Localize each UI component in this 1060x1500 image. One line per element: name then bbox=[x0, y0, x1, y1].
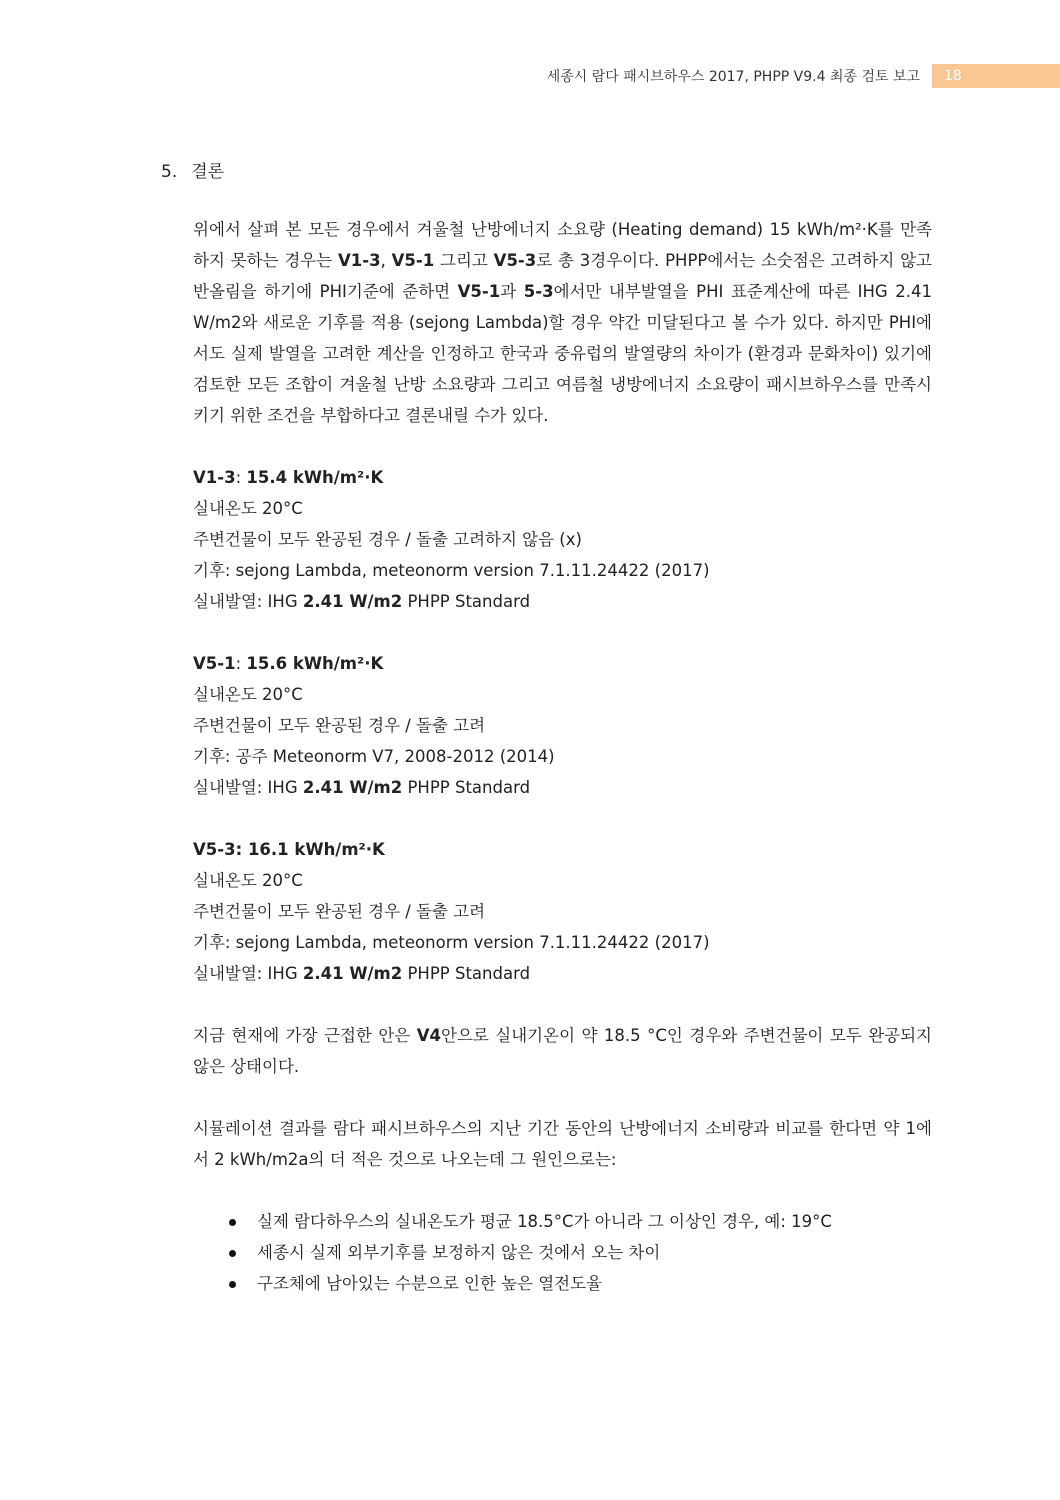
ihg-suffix: PHPP Standard bbox=[402, 778, 531, 797]
case-climate: 기후: sejong Lambda, meteonorm version 7.1.11.24422 (2017) bbox=[193, 933, 710, 952]
case-heading bbox=[193, 834, 932, 865]
case-block-v1-3 bbox=[193, 462, 932, 617]
case-buildings: 주변건물이 모두 완공된 경우 / 돌출 고려하지 않음 (x) bbox=[193, 530, 582, 549]
case-block-v5-3 bbox=[193, 834, 932, 989]
list-item: 구조체에 남아있는 수분으로 인한 높은 열전도율 bbox=[226, 1268, 932, 1299]
case-sep: : bbox=[235, 840, 248, 859]
ihg-prefix: 실내발열: IHG bbox=[193, 964, 303, 983]
ihg-value: 2.41 W/m2 bbox=[302, 592, 403, 611]
page-number: 18 bbox=[932, 64, 1060, 88]
intro-case: 5-3 bbox=[523, 282, 554, 301]
case-value: 16.1 kWh/m²·K bbox=[247, 840, 385, 859]
section-number: 5. bbox=[161, 162, 178, 182]
section-title: 결론 bbox=[191, 162, 225, 182]
intro-case: V5-3 bbox=[493, 251, 537, 270]
intro-text: , bbox=[380, 251, 392, 270]
intro-text: 과 bbox=[500, 282, 524, 301]
case-climate: 기후: 공주 Meteonorm V7, 2008-2012 (2014) bbox=[193, 747, 555, 766]
case-ihg bbox=[193, 772, 932, 803]
current-state-paragraph bbox=[193, 1020, 932, 1082]
case-id: V5-1 bbox=[193, 654, 236, 673]
intro-text: 로 총 3경우이다. PHPP에서는 소숫점은 고려하지 않고 반올림을 하기에 PHI기준에 준하면 bbox=[193, 251, 932, 301]
case-block-v5-1 bbox=[193, 648, 932, 803]
current-text: 지금 현재에 가장 근접한 안은 bbox=[193, 1026, 417, 1045]
current-text: 안으로 실내기온이 약 18.5 °C인 경우와 주변건물이 모두 완공되지 않은 상태이다. bbox=[193, 1026, 932, 1076]
intro-paragraph bbox=[193, 214, 932, 431]
ihg-suffix: PHPP Standard bbox=[402, 592, 531, 611]
intro-text: 에서만 내부발열을 PHI 표준계산에 따른 IHG 2.41 W/m2와 새로운 기후를 적용 (sejong Lambda)할 경우 약간 미달된다고 볼 수가 있다. 하지만 PHI에서도 실제 발열을 고려한 계산을 인정하고 한국과 중유럽의 발열량의 차이가 (환경과 문화차이) 있기에 검토한 모든 조합이 겨울철 난방 소요량과 그리고 여름철 냉방에너지 소요량이 패시브하우스를 만족시키기 위한 조건을 부합하다고 결론내릴 수가 있다. bbox=[193, 282, 932, 425]
case-sep: : bbox=[235, 468, 247, 487]
intro-case: V1-3 bbox=[337, 251, 381, 270]
intro-text: 위에서 살펴 본 모든 경우에서 겨울철 난방에너지 소요량 (Heating demand) 15 kWh/m²·K를 만족하지 못하는 경우는 bbox=[193, 220, 932, 270]
comparison-paragraph: 시뮬레이션 결과를 람다 패시브하우스의 지난 기간 동안의 난방에너지 소비량과 비교를 한다면 약 1에서 2 kWh/m2a의 더 적은 것으로 나오는데 그 원인으로는: bbox=[193, 1119, 932, 1169]
main-content bbox=[193, 214, 932, 1299]
list-item: 실제 람다하우스의 실내온도가 평균 18.5°C가 아니라 그 이상인 경우, 예: 19°C bbox=[226, 1206, 932, 1237]
case-buildings: 주변건물이 모두 완공된 경우 / 돌출 고려 bbox=[193, 716, 486, 735]
intro-case: V5-1 bbox=[457, 282, 501, 301]
ihg-prefix: 실내발열: IHG bbox=[193, 592, 303, 611]
case-ihg bbox=[193, 958, 932, 989]
case-heading bbox=[193, 648, 932, 679]
cause-list bbox=[193, 1206, 932, 1299]
case-climate: 기후: sejong Lambda, meteonorm version 7.1.11.24422 (2017) bbox=[193, 561, 710, 580]
case-temperature: 실내온도 20°C bbox=[193, 871, 303, 890]
ihg-value: 2.41 W/m2 bbox=[302, 964, 403, 983]
section-heading bbox=[161, 157, 224, 182]
intro-text: 그리고 bbox=[434, 251, 494, 270]
case-temperature: 실내온도 20°C bbox=[193, 499, 303, 518]
current-case: V4 bbox=[416, 1026, 441, 1045]
case-sep: : bbox=[235, 654, 247, 673]
ihg-prefix: 실내발열: IHG bbox=[193, 778, 303, 797]
ihg-value: 2.41 W/m2 bbox=[302, 778, 403, 797]
intro-case: V5-1 bbox=[391, 251, 435, 270]
case-value: 15.4 kWh/m²·K bbox=[246, 468, 384, 487]
case-heading bbox=[193, 462, 932, 493]
case-temperature: 실내온도 20°C bbox=[193, 685, 303, 704]
header-title: 세종시 람다 패시브하우스 2017, PHPP V9.4 최종 검토 보고 bbox=[546, 69, 920, 85]
case-id: V5-3 bbox=[193, 840, 236, 859]
case-value: 15.6 kWh/m²·K bbox=[246, 654, 384, 673]
list-item: 세종시 실제 외부기후를 보정하지 않은 것에서 오는 차이 bbox=[226, 1237, 932, 1268]
case-buildings: 주변건물이 모두 완공된 경우 / 돌출 고려 bbox=[193, 902, 486, 921]
ihg-suffix: PHPP Standard bbox=[402, 964, 531, 983]
page-header bbox=[547, 64, 1060, 88]
case-ihg bbox=[193, 586, 932, 617]
case-id: V1-3 bbox=[193, 468, 236, 487]
